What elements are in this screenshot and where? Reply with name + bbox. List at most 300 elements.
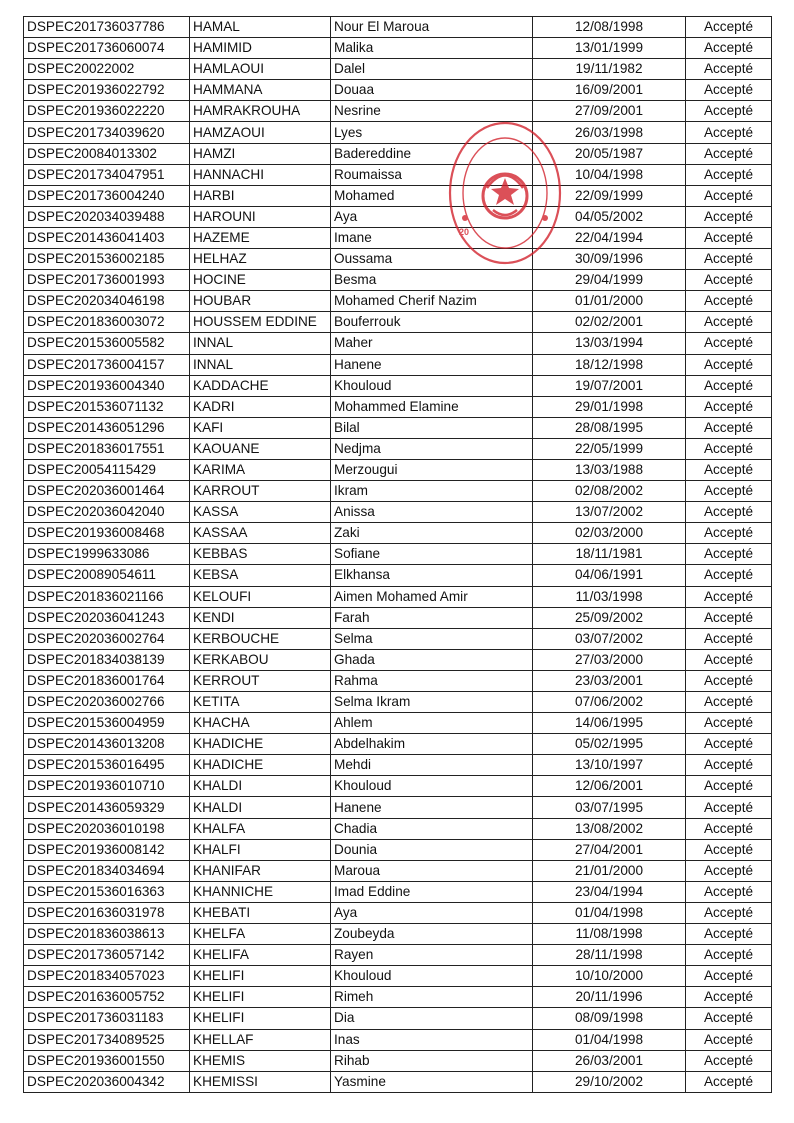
cell-status: Accepté <box>686 713 772 734</box>
cell-id: DSPEC201834038139 <box>24 649 190 670</box>
cell-status: Accepté <box>686 881 772 902</box>
cell-first-name: Farah <box>331 607 533 628</box>
cell-last-name: KEBBAS <box>190 544 331 565</box>
cell-status: Accepté <box>686 459 772 480</box>
cell-birth-date: 29/01/1998 <box>533 396 686 417</box>
table-row <box>24 354 772 375</box>
cell-last-name: KERROUT <box>190 670 331 691</box>
cell-birth-date: 19/07/2001 <box>533 375 686 396</box>
table-row <box>24 776 772 797</box>
cell-birth-date: 12/06/2001 <box>533 776 686 797</box>
cell-status: Accepté <box>686 670 772 691</box>
cell-id: DSPEC20054115429 <box>24 459 190 480</box>
cell-status: Accepté <box>686 143 772 164</box>
cell-birth-date: 01/01/2000 <box>533 291 686 312</box>
table-row <box>24 1008 772 1029</box>
cell-last-name: KASSA <box>190 502 331 523</box>
cell-status: Accepté <box>686 481 772 502</box>
cell-status: Accepté <box>686 987 772 1008</box>
table-row <box>24 987 772 1008</box>
table-row <box>24 143 772 164</box>
cell-last-name: HAMAL <box>190 17 331 38</box>
table-row <box>24 17 772 38</box>
cell-last-name: KAFI <box>190 417 331 438</box>
cell-birth-date: 03/07/2002 <box>533 628 686 649</box>
cell-last-name: HAMZAOUI <box>190 122 331 143</box>
cell-first-name: Imad Eddine <box>331 881 533 902</box>
cell-status: Accepté <box>686 966 772 987</box>
table-row <box>24 902 772 923</box>
table-row <box>24 375 772 396</box>
cell-status: Accepté <box>686 375 772 396</box>
cell-birth-date: 12/08/1998 <box>533 17 686 38</box>
cell-id: DSPEC201736001993 <box>24 270 190 291</box>
cell-id: DSPEC201936010710 <box>24 776 190 797</box>
table-row <box>24 670 772 691</box>
cell-first-name: Bouferrouk <box>331 312 533 333</box>
table-row <box>24 945 772 966</box>
table-row <box>24 818 772 839</box>
cell-id: DSPEC201436059329 <box>24 797 190 818</box>
cell-status: Accepté <box>686 734 772 755</box>
cell-id: DSPEC201834057023 <box>24 966 190 987</box>
cell-first-name: Nesrine <box>331 101 533 122</box>
cell-birth-date: 19/11/1982 <box>533 59 686 80</box>
cell-birth-date: 10/10/2000 <box>533 966 686 987</box>
cell-status: Accepté <box>686 502 772 523</box>
results-table-body <box>24 17 772 1093</box>
cell-birth-date: 13/07/2002 <box>533 502 686 523</box>
cell-last-name: KAOUANE <box>190 438 331 459</box>
cell-first-name: Dia <box>331 1008 533 1029</box>
cell-birth-date: 11/08/1998 <box>533 924 686 945</box>
cell-id: DSPEC201836021166 <box>24 586 190 607</box>
cell-id: DSPEC202036001464 <box>24 481 190 502</box>
cell-first-name: Malika <box>331 38 533 59</box>
cell-first-name: Nedjma <box>331 438 533 459</box>
cell-birth-date: 18/11/1981 <box>533 544 686 565</box>
cell-id: DSPEC201736031183 <box>24 1008 190 1029</box>
cell-first-name: Besma <box>331 270 533 291</box>
cell-birth-date: 27/09/2001 <box>533 101 686 122</box>
cell-last-name: KHALDI <box>190 776 331 797</box>
cell-first-name: Mohammed Elamine <box>331 396 533 417</box>
cell-id: DSPEC201636005752 <box>24 987 190 1008</box>
cell-status: Accepté <box>686 797 772 818</box>
cell-birth-date: 23/03/2001 <box>533 670 686 691</box>
cell-id: DSPEC201836003072 <box>24 312 190 333</box>
cell-birth-date: 22/05/1999 <box>533 438 686 459</box>
cell-id: DSPEC201536004959 <box>24 713 190 734</box>
cell-first-name: Oussama <box>331 249 533 270</box>
table-row <box>24 249 772 270</box>
cell-first-name: Aya <box>331 206 533 227</box>
cell-status: Accepté <box>686 902 772 923</box>
cell-id: DSPEC201736004157 <box>24 354 190 375</box>
cell-last-name: HAMZI <box>190 143 331 164</box>
cell-last-name: KERKABOU <box>190 649 331 670</box>
cell-status: Accepté <box>686 1071 772 1092</box>
table-row <box>24 227 772 248</box>
cell-first-name: Ahlem <box>331 713 533 734</box>
cell-last-name: KEBSA <box>190 565 331 586</box>
cell-id: DSPEC20022002 <box>24 59 190 80</box>
cell-status: Accepté <box>686 523 772 544</box>
cell-status: Accepté <box>686 396 772 417</box>
table-row <box>24 607 772 628</box>
cell-birth-date: 13/10/1997 <box>533 755 686 776</box>
cell-birth-date: 27/03/2000 <box>533 649 686 670</box>
table-row <box>24 755 772 776</box>
cell-status: Accepté <box>686 185 772 206</box>
cell-id: DSPEC201734039620 <box>24 122 190 143</box>
cell-status: Accepté <box>686 122 772 143</box>
cell-id: DSPEC202036010198 <box>24 818 190 839</box>
cell-birth-date: 22/04/1994 <box>533 227 686 248</box>
cell-last-name: KHADICHE <box>190 755 331 776</box>
cell-id: DSPEC201536002185 <box>24 249 190 270</box>
cell-first-name: Selma Ikram <box>331 692 533 713</box>
cell-first-name: Rihab <box>331 1050 533 1071</box>
cell-birth-date: 13/01/1999 <box>533 38 686 59</box>
cell-id: DSPEC201536016495 <box>24 755 190 776</box>
table-row <box>24 206 772 227</box>
cell-first-name: Rimeh <box>331 987 533 1008</box>
cell-first-name: Selma <box>331 628 533 649</box>
stamp-number: 20 <box>459 227 470 237</box>
cell-birth-date: 10/04/1998 <box>533 164 686 185</box>
table-row <box>24 839 772 860</box>
cell-birth-date: 11/03/1998 <box>533 586 686 607</box>
cell-id: DSPEC201836001764 <box>24 670 190 691</box>
table-row <box>24 38 772 59</box>
cell-id: DSPEC201436041403 <box>24 227 190 248</box>
cell-last-name: KHALFI <box>190 839 331 860</box>
cell-first-name: Khouloud <box>331 375 533 396</box>
table-row <box>24 438 772 459</box>
cell-last-name: KHEBATI <box>190 902 331 923</box>
cell-status: Accepté <box>686 59 772 80</box>
cell-status: Accepté <box>686 270 772 291</box>
cell-id: DSPEC20089054611 <box>24 565 190 586</box>
cell-id: DSPEC201734089525 <box>24 1029 190 1050</box>
cell-status: Accepté <box>686 354 772 375</box>
table-row <box>24 122 772 143</box>
cell-last-name: KHALDI <box>190 797 331 818</box>
cell-birth-date: 05/02/1995 <box>533 734 686 755</box>
cell-birth-date: 04/05/2002 <box>533 206 686 227</box>
cell-birth-date: 01/04/1998 <box>533 1029 686 1050</box>
cell-last-name: KETITA <box>190 692 331 713</box>
cell-status: Accepté <box>686 839 772 860</box>
cell-first-name: Zoubeyda <box>331 924 533 945</box>
cell-birth-date: 13/03/1988 <box>533 459 686 480</box>
cell-last-name: HAZEME <box>190 227 331 248</box>
cell-birth-date: 02/03/2000 <box>533 523 686 544</box>
cell-first-name: Yasmine <box>331 1071 533 1092</box>
table-row <box>24 649 772 670</box>
table-row <box>24 59 772 80</box>
cell-id: DSPEC201734047951 <box>24 164 190 185</box>
cell-first-name: Dounia <box>331 839 533 860</box>
cell-last-name: HANNACHI <box>190 164 331 185</box>
cell-first-name: Aya <box>331 902 533 923</box>
cell-first-name: Ikram <box>331 481 533 502</box>
table-row <box>24 270 772 291</box>
cell-last-name: HAMLAOUI <box>190 59 331 80</box>
table-row <box>24 185 772 206</box>
cell-last-name: KHADICHE <box>190 734 331 755</box>
cell-id: DSPEC1999633086 <box>24 544 190 565</box>
cell-status: Accepté <box>686 649 772 670</box>
cell-last-name: KHALFA <box>190 818 331 839</box>
cell-last-name: HOUSSEM EDDINE <box>190 312 331 333</box>
cell-first-name: Roumaissa <box>331 164 533 185</box>
cell-last-name: KHACHA <box>190 713 331 734</box>
cell-first-name: Maher <box>331 333 533 354</box>
cell-first-name: Mohamed Cherif Nazim <box>331 291 533 312</box>
cell-first-name: Aimen Mohamed Amir <box>331 586 533 607</box>
cell-birth-date: 01/04/1998 <box>533 902 686 923</box>
cell-id: DSPEC201936001550 <box>24 1050 190 1071</box>
cell-last-name: INNAL <box>190 354 331 375</box>
cell-first-name: Hanene <box>331 797 533 818</box>
cell-id: DSPEC201536005582 <box>24 333 190 354</box>
cell-birth-date: 30/09/1996 <box>533 249 686 270</box>
cell-first-name: Chadia <box>331 818 533 839</box>
cell-first-name: Douaa <box>331 80 533 101</box>
cell-status: Accepté <box>686 692 772 713</box>
cell-first-name: Hanene <box>331 354 533 375</box>
cell-status: Accepté <box>686 628 772 649</box>
cell-first-name: Khouloud <box>331 966 533 987</box>
cell-birth-date: 28/11/1998 <box>533 945 686 966</box>
cell-last-name: KADDACHE <box>190 375 331 396</box>
cell-id: DSPEC202034039488 <box>24 206 190 227</box>
cell-last-name: KARROUT <box>190 481 331 502</box>
table-row <box>24 1050 772 1071</box>
cell-last-name: KHELLAF <box>190 1029 331 1050</box>
cell-status: Accepté <box>686 565 772 586</box>
cell-status: Accepté <box>686 1029 772 1050</box>
cell-last-name: KADRI <box>190 396 331 417</box>
cell-status: Accepté <box>686 333 772 354</box>
cell-first-name: Rayen <box>331 945 533 966</box>
cell-last-name: HOUBAR <box>190 291 331 312</box>
cell-last-name: HOCINE <box>190 270 331 291</box>
cell-first-name: Sofiane <box>331 544 533 565</box>
cell-status: Accepté <box>686 80 772 101</box>
table-row <box>24 544 772 565</box>
table-row <box>24 396 772 417</box>
cell-id: DSPEC201536016363 <box>24 881 190 902</box>
cell-last-name: KHEMISSI <box>190 1071 331 1092</box>
cell-first-name: Ghada <box>331 649 533 670</box>
table-row <box>24 333 772 354</box>
cell-id: DSPEC202036041243 <box>24 607 190 628</box>
cell-status: Accepté <box>686 291 772 312</box>
table-row <box>24 481 772 502</box>
cell-last-name: KHEMIS <box>190 1050 331 1071</box>
cell-first-name: Merzougui <box>331 459 533 480</box>
table-row <box>24 417 772 438</box>
cell-birth-date: 16/09/2001 <box>533 80 686 101</box>
cell-birth-date: 08/09/1998 <box>533 1008 686 1029</box>
table-row <box>24 80 772 101</box>
cell-id: DSPEC201536071132 <box>24 396 190 417</box>
cell-status: Accepté <box>686 164 772 185</box>
cell-status: Accepté <box>686 312 772 333</box>
cell-last-name: KENDI <box>190 607 331 628</box>
cell-first-name: Dalel <box>331 59 533 80</box>
cell-id: DSPEC201836038613 <box>24 924 190 945</box>
cell-birth-date: 02/02/2001 <box>533 312 686 333</box>
table-row <box>24 164 772 185</box>
cell-last-name: KHANIFAR <box>190 860 331 881</box>
cell-last-name: KASSAA <box>190 523 331 544</box>
table-row <box>24 713 772 734</box>
table-row <box>24 924 772 945</box>
cell-first-name: Anissa <box>331 502 533 523</box>
cell-last-name: KHELIFI <box>190 1008 331 1029</box>
table-row <box>24 797 772 818</box>
table-row <box>24 502 772 523</box>
cell-status: Accepté <box>686 1050 772 1071</box>
cell-first-name: Inas <box>331 1029 533 1050</box>
cell-birth-date: 20/05/1987 <box>533 143 686 164</box>
table-row <box>24 586 772 607</box>
table-row <box>24 1071 772 1092</box>
cell-status: Accepté <box>686 924 772 945</box>
cell-id: DSPEC202036042040 <box>24 502 190 523</box>
cell-status: Accepté <box>686 101 772 122</box>
cell-last-name: HAMIMID <box>190 38 331 59</box>
cell-birth-date: 26/03/1998 <box>533 122 686 143</box>
cell-first-name: Imane <box>331 227 533 248</box>
table-row <box>24 628 772 649</box>
cell-id: DSPEC201936022792 <box>24 80 190 101</box>
cell-first-name: Rahma <box>331 670 533 691</box>
cell-last-name: HAMMANA <box>190 80 331 101</box>
cell-status: Accepté <box>686 38 772 59</box>
cell-id: DSPEC201936022220 <box>24 101 190 122</box>
table-row <box>24 312 772 333</box>
cell-id: DSPEC201736060074 <box>24 38 190 59</box>
cell-status: Accepté <box>686 586 772 607</box>
cell-id: DSPEC202034046198 <box>24 291 190 312</box>
cell-status: Accepté <box>686 438 772 459</box>
table-row <box>24 860 772 881</box>
cell-first-name: Bilal <box>331 417 533 438</box>
cell-id: DSPEC201436013208 <box>24 734 190 755</box>
cell-id: DSPEC202036002764 <box>24 628 190 649</box>
cell-first-name: Mehdi <box>331 755 533 776</box>
cell-id: DSPEC201836017551 <box>24 438 190 459</box>
cell-id: DSPEC201636031978 <box>24 902 190 923</box>
cell-birth-date: 21/01/2000 <box>533 860 686 881</box>
cell-status: Accepté <box>686 417 772 438</box>
table-row <box>24 565 772 586</box>
table-row <box>24 966 772 987</box>
cell-status: Accepté <box>686 1008 772 1029</box>
cell-last-name: HELHAZ <box>190 249 331 270</box>
cell-birth-date: 14/06/1995 <box>533 713 686 734</box>
cell-first-name: Zaki <box>331 523 533 544</box>
cell-first-name: Badereddine <box>331 143 533 164</box>
table-row <box>24 459 772 480</box>
cell-status: Accepté <box>686 945 772 966</box>
cell-status: Accepté <box>686 860 772 881</box>
cell-last-name: KHELIFI <box>190 966 331 987</box>
cell-status: Accepté <box>686 544 772 565</box>
cell-last-name: KELOUFI <box>190 586 331 607</box>
cell-last-name: KHELIFA <box>190 945 331 966</box>
cell-last-name: HARBI <box>190 185 331 206</box>
cell-birth-date: 04/06/1991 <box>533 565 686 586</box>
cell-id: DSPEC201834034694 <box>24 860 190 881</box>
cell-status: Accepté <box>686 249 772 270</box>
cell-first-name: Maroua <box>331 860 533 881</box>
table-row <box>24 734 772 755</box>
cell-birth-date: 22/09/1999 <box>533 185 686 206</box>
cell-first-name: Mohamed <box>331 185 533 206</box>
cell-status: Accepté <box>686 755 772 776</box>
cell-birth-date: 26/03/2001 <box>533 1050 686 1071</box>
cell-id: DSPEC20084013302 <box>24 143 190 164</box>
cell-birth-date: 29/10/2002 <box>533 1071 686 1092</box>
table-row <box>24 881 772 902</box>
cell-id: DSPEC201936008468 <box>24 523 190 544</box>
cell-first-name: Khouloud <box>331 776 533 797</box>
cell-first-name: Elkhansa <box>331 565 533 586</box>
cell-id: DSPEC201436051296 <box>24 417 190 438</box>
cell-birth-date: 23/04/1994 <box>533 881 686 902</box>
cell-last-name: KHELFA <box>190 924 331 945</box>
cell-last-name: KERBOUCHE <box>190 628 331 649</box>
cell-birth-date: 28/08/1995 <box>533 417 686 438</box>
cell-last-name: HAROUNI <box>190 206 331 227</box>
cell-id: DSPEC201936004340 <box>24 375 190 396</box>
cell-last-name: KARIMA <box>190 459 331 480</box>
cell-birth-date: 02/08/2002 <box>533 481 686 502</box>
cell-birth-date: 13/03/1994 <box>533 333 686 354</box>
table-row <box>24 291 772 312</box>
cell-status: Accepté <box>686 227 772 248</box>
cell-birth-date: 18/12/1998 <box>533 354 686 375</box>
cell-id: DSPEC201736037786 <box>24 17 190 38</box>
cell-birth-date: 29/04/1999 <box>533 270 686 291</box>
cell-birth-date: 13/08/2002 <box>533 818 686 839</box>
cell-status: Accepté <box>686 607 772 628</box>
table-row <box>24 101 772 122</box>
cell-status: Accepté <box>686 206 772 227</box>
cell-first-name: Nour El Maroua <box>331 17 533 38</box>
cell-status: Accepté <box>686 818 772 839</box>
table-row <box>24 692 772 713</box>
cell-status: Accepté <box>686 776 772 797</box>
cell-birth-date: 07/06/2002 <box>533 692 686 713</box>
cell-last-name: HAMRAKROUHA <box>190 101 331 122</box>
cell-birth-date: 25/09/2002 <box>533 607 686 628</box>
results-table <box>23 16 772 1093</box>
cell-birth-date: 03/07/1995 <box>533 797 686 818</box>
cell-birth-date: 27/04/2001 <box>533 839 686 860</box>
cell-status: Accepté <box>686 17 772 38</box>
cell-id: DSPEC201736004240 <box>24 185 190 206</box>
cell-last-name: KHELIFI <box>190 987 331 1008</box>
cell-first-name: Lyes <box>331 122 533 143</box>
cell-last-name: INNAL <box>190 333 331 354</box>
